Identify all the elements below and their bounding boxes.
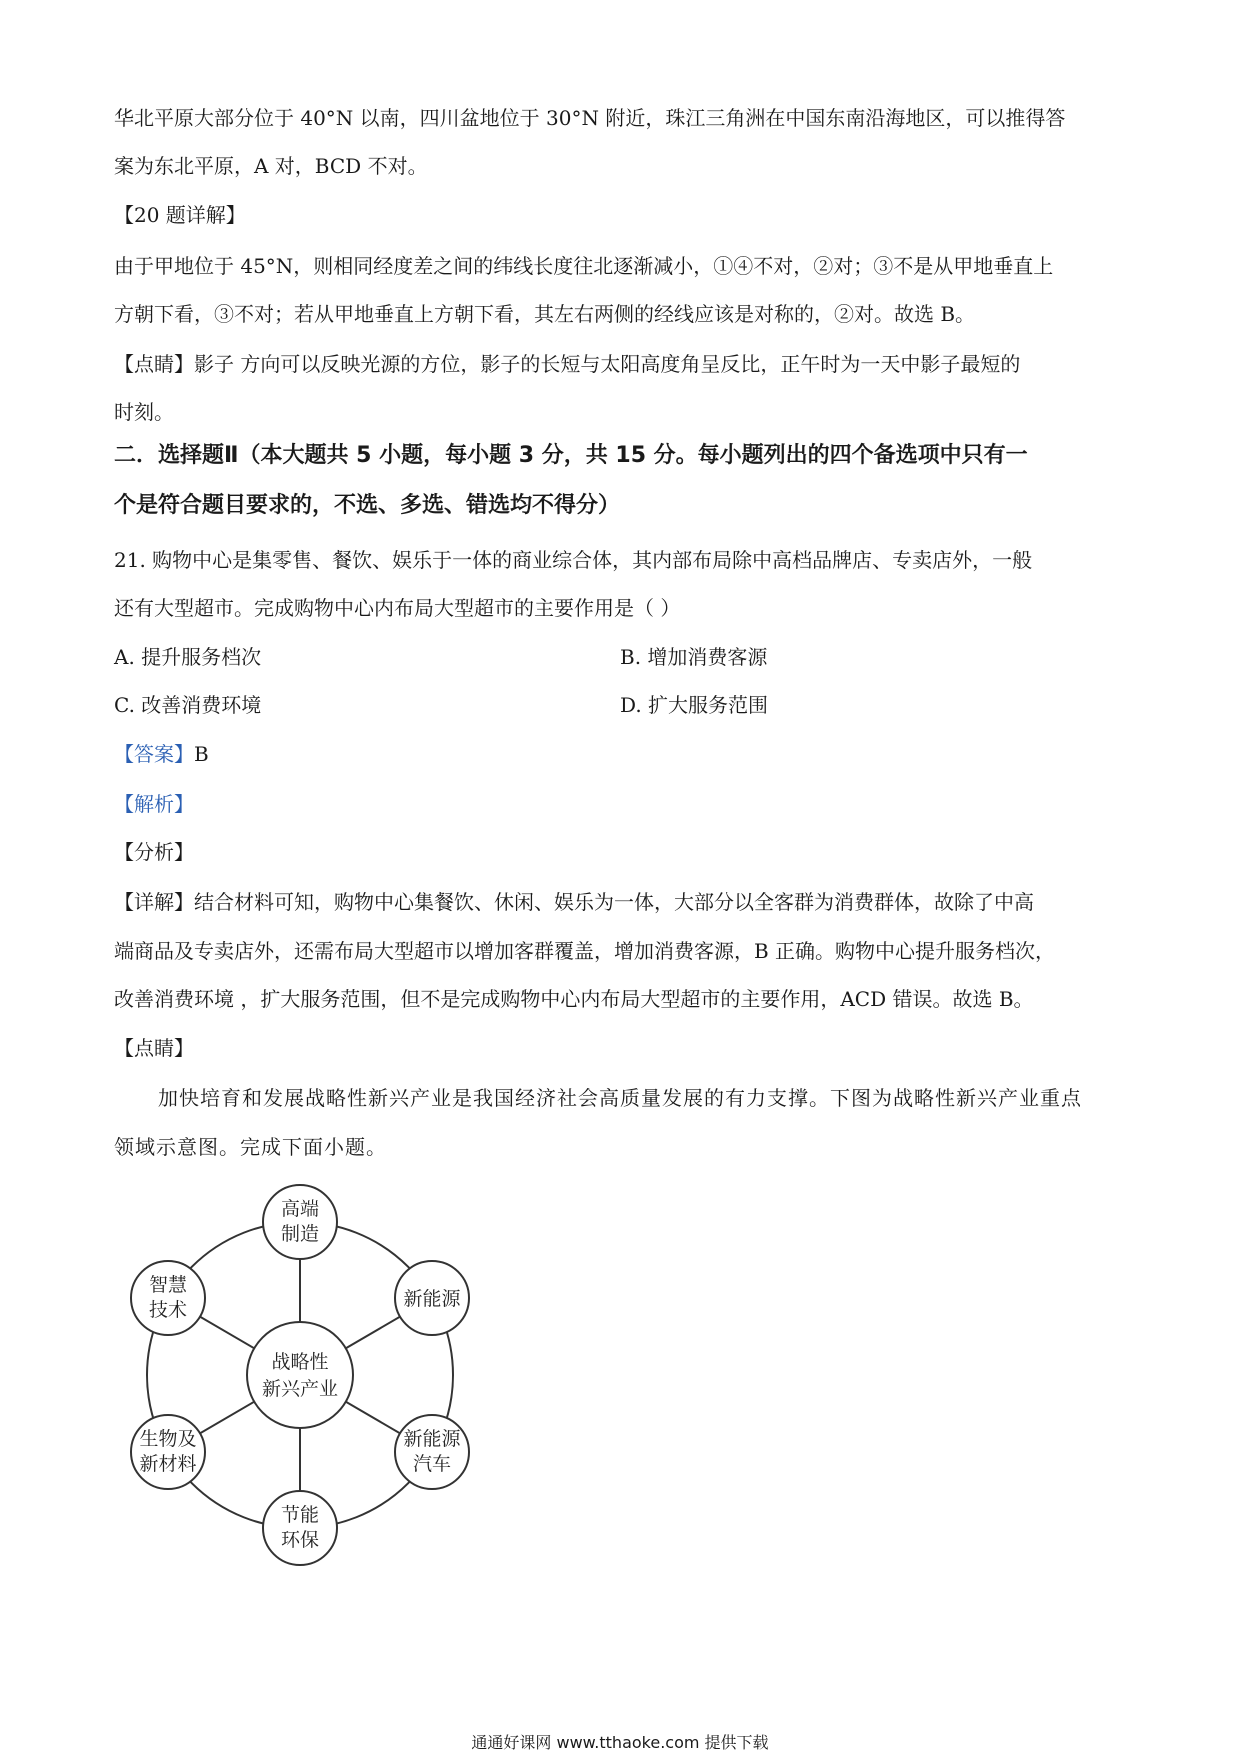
node-smart-tech bbox=[131, 1261, 205, 1335]
node-new-energy-vehicles bbox=[395, 1415, 469, 1489]
q20-detail-line-2: 方朝下看，③不对；若从甲地垂直上方朝下看，其左右两侧的经线应该是对称的，②对。故选 B。 bbox=[114, 302, 976, 326]
node-3-label-1: 新能源 bbox=[403, 1428, 461, 1450]
section-heading-line-1: 二．选择题Ⅱ（本大题共 5 小题，每小题 3 分，共 15 分。每小题列出的四个备选项中只有一 bbox=[114, 443, 1028, 468]
q20-detail-line-1: 由于甲地位于 45°N，则相同经度差之间的纬线长度往北逐渐减小，①④不对，②对；③不是从甲地垂直上 bbox=[114, 254, 1054, 278]
strategic-industry-diagram bbox=[110, 1175, 490, 1575]
option-c: C. 改善消费环境 bbox=[114, 693, 262, 717]
fenxi-tag: 【分析】 bbox=[114, 840, 194, 864]
node-energy-saving bbox=[263, 1491, 337, 1565]
tip-line-2: 时刻。 bbox=[114, 400, 174, 424]
node-2-label-1: 新能源 bbox=[403, 1288, 461, 1310]
passage-line-2: 领域示意图。完成下面小题。 bbox=[114, 1135, 387, 1159]
node-6-label-1: 智慧 bbox=[148, 1274, 188, 1296]
node-1-label-1: 高端 bbox=[280, 1198, 320, 1220]
passage-line-1: 加快培育和发展战略性新兴产业是我国经济社会高质量发展的有力支撑。下图为战略性新兴产业重点 bbox=[158, 1086, 1082, 1110]
answer-value: B bbox=[194, 742, 209, 766]
q21-stem-line-1: 21. 购物中心是集零售、餐饮、娱乐于一体的商业综合体，其内部布局除中高档品牌店、专卖店外，一般 bbox=[114, 548, 1033, 572]
section-heading-line-2: 个是符合题目要求的，不选、多选、错选均不得分） bbox=[114, 493, 621, 518]
node-4-label-2: 环保 bbox=[280, 1529, 320, 1551]
center-node bbox=[247, 1322, 353, 1428]
page-footer: 通通好课网 www.tthaoke.com 提供下载 bbox=[471, 1733, 769, 1752]
option-a: A. 提升服务档次 bbox=[114, 645, 262, 669]
q21-stem-line-2: 还有大型超市。完成购物中心内布局大型超市的主要作用是（ ） bbox=[114, 596, 681, 620]
option-d: D. 扩大服务范围 bbox=[620, 693, 769, 717]
node-4-label-1: 节能 bbox=[280, 1504, 320, 1526]
option-b: B. 增加消费客源 bbox=[620, 645, 768, 669]
node-1-label-2: 制造 bbox=[280, 1223, 320, 1245]
detail-line-1 bbox=[114, 888, 1126, 916]
detail-tag: 【详解】 bbox=[114, 890, 194, 914]
q21-tip-tag: 【点睛】 bbox=[114, 1036, 194, 1060]
center-label-2: 新兴产业 bbox=[261, 1378, 339, 1400]
prev-text-line-2: 案为东北平原，A 对，BCD 不对。 bbox=[114, 154, 428, 178]
detail-line-3: 改善消费环境 ，扩大服务范围，但不是完成购物中心内布局大型超市的主要作用，ACD 错误。故选 B。 bbox=[114, 987, 1034, 1011]
answer-tag: 【答案】 bbox=[114, 742, 194, 766]
center-label-1: 战略性 bbox=[271, 1351, 329, 1373]
detail-text-1: 结合材料可知，购物中心集餐饮、休闲、娱乐为一体，大部分以全客群为消费群体，故除了中高 bbox=[194, 890, 1034, 914]
node-high-end-manufacturing bbox=[263, 1185, 337, 1259]
answer-line bbox=[114, 740, 209, 768]
analysis-tag: 【解析】 bbox=[114, 792, 194, 816]
node-5-label-2: 新材料 bbox=[139, 1453, 197, 1475]
tip-line-1: 【点睛】影子 方向可以反映光源的方位，影子的长短与太阳高度角呈反比，正午时为一天中影子最短的 bbox=[114, 352, 1021, 376]
node-bio-materials bbox=[131, 1415, 205, 1489]
detail-line-2: 端商品及专卖店外，还需布局大型超市以增加客群覆盖，增加消费客源，B 正确。购物中心提升服务档次， bbox=[114, 939, 1056, 963]
q20-detail-heading: 【20 题详解】 bbox=[114, 203, 246, 227]
node-3-label-2: 汽车 bbox=[412, 1453, 452, 1475]
prev-text-line-1: 华北平原大部分位于 40°N 以南，四川盆地位于 30°N 附近，珠江三角洲在中国东南沿海地区，可以推得答 bbox=[114, 106, 1066, 130]
node-6-label-2: 技术 bbox=[148, 1299, 188, 1321]
node-5-label-1: 生物及 bbox=[139, 1428, 197, 1450]
